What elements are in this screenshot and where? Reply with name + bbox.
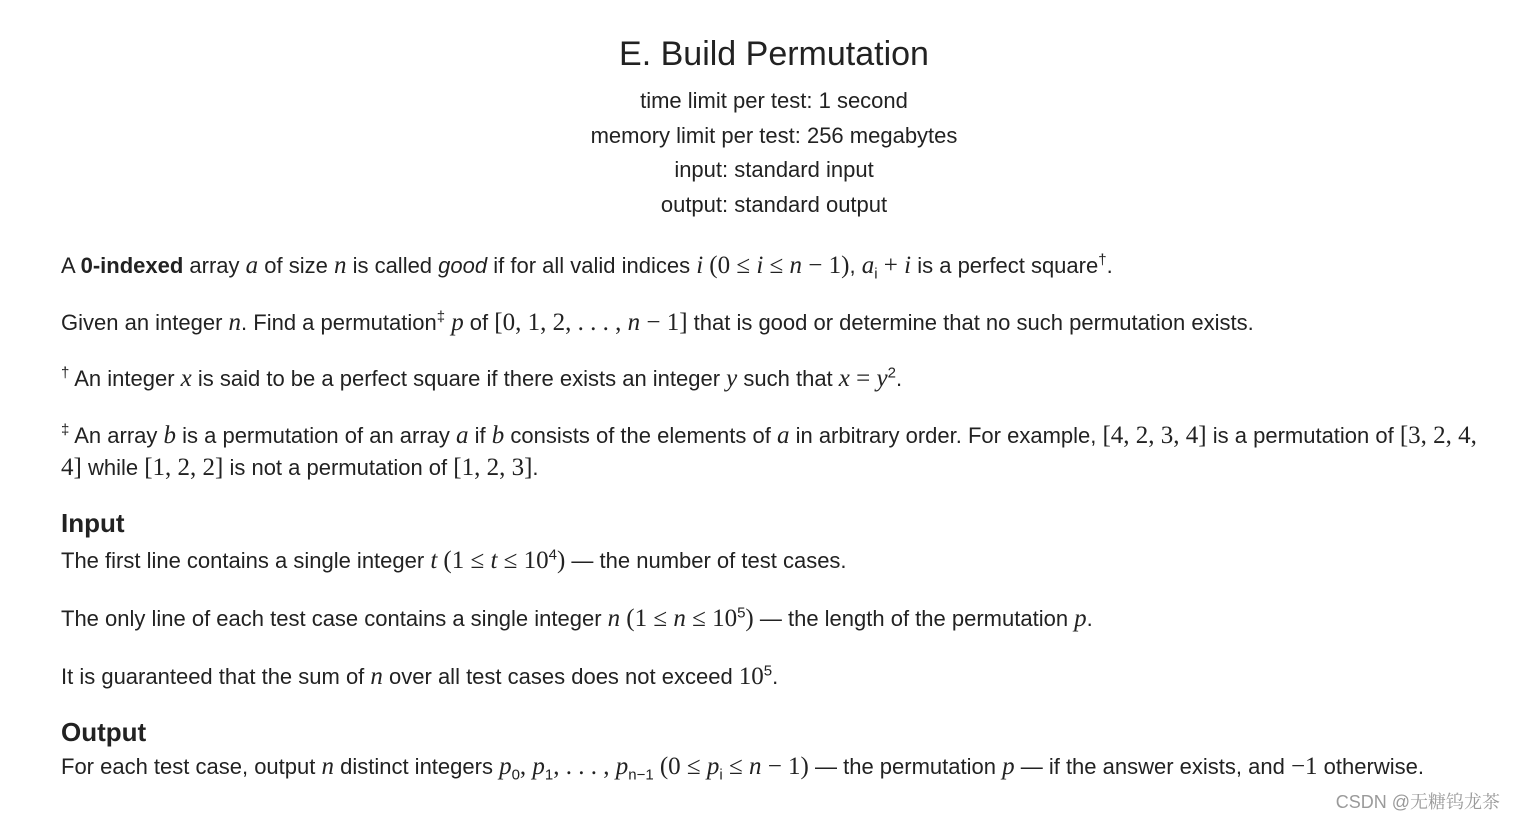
text: — the length of the permutation	[753, 606, 1075, 631]
text: — if the answer exists, and	[1014, 754, 1291, 779]
math-expression: ,	[519, 753, 533, 780]
subscript: i	[719, 766, 723, 784]
math-expression: )	[556, 547, 566, 574]
text: that is good or determine that no such permutation exists.	[687, 310, 1254, 335]
math-expression: [1, 2, 2]	[144, 454, 224, 481]
text: distinct integers	[333, 754, 500, 779]
math-expression: ≤	[722, 753, 749, 780]
math-expression: [3, 2, 4, 4]	[61, 422, 1477, 481]
problem-header	[0, 30, 1516, 222]
math-variable: n	[748, 753, 762, 780]
math-variable: n	[370, 663, 383, 690]
math-expression: ≤ 10	[497, 547, 549, 574]
math-expression: [1, 2, 3]	[453, 454, 533, 481]
math-variable: n	[789, 252, 803, 279]
math-expression: − 1)	[761, 753, 809, 780]
text: An array	[69, 423, 164, 448]
text: while	[81, 455, 145, 480]
text: if	[468, 423, 492, 448]
math-expression: (1 ≤	[626, 605, 674, 632]
output-paragraph	[61, 751, 1461, 783]
math-variable: a	[861, 252, 875, 279]
text: — the number of test cases.	[565, 548, 847, 573]
text: .	[1106, 253, 1113, 278]
math-variable: a	[776, 422, 790, 449]
footnote-perfect-square	[61, 363, 1481, 395]
text: if for all valid indices	[487, 253, 697, 278]
text: is called	[346, 253, 439, 278]
math-variable: a	[245, 252, 259, 279]
text: is said to be a perfect square if there exists an integer	[191, 366, 727, 391]
watermark: CSDN @无糖钨龙茶	[1335, 792, 1500, 812]
text: .	[895, 366, 903, 391]
math-variable: x	[838, 365, 850, 392]
footnote-permutation	[61, 420, 1481, 484]
subscript: 0	[511, 766, 520, 784]
math-expression: ≤ 10	[685, 605, 738, 632]
math-expression: +	[877, 252, 905, 279]
text: Given an integer	[61, 310, 229, 335]
math-variable: n	[627, 309, 641, 336]
math-variable: i	[904, 252, 912, 279]
text: .	[772, 664, 779, 689]
text: over all test cases does not exceed	[382, 664, 739, 689]
math-expression: [4, 2, 3, 4]	[1102, 422, 1207, 449]
math-variable: p	[706, 753, 720, 780]
text: A	[61, 253, 81, 278]
math-variable: n	[333, 252, 347, 279]
text: of	[463, 310, 495, 335]
math-variable: p	[1074, 605, 1087, 632]
math-variable: n	[321, 753, 334, 780]
math-expression: 10	[738, 663, 764, 690]
superscript: 5	[737, 604, 746, 622]
emphasis-text: good	[438, 253, 488, 278]
statement-paragraph	[61, 250, 1481, 282]
input-file: input: standard input	[674, 157, 874, 182]
text: It is guaranteed that the sum of	[61, 664, 371, 689]
subscript: i	[874, 265, 878, 283]
superscript: 5	[763, 662, 773, 680]
output-heading: Output	[61, 717, 147, 747]
text: is a perfect square	[911, 253, 1099, 278]
time-limit: time limit per test: 1 second	[640, 88, 908, 113]
text: such that	[737, 366, 839, 391]
math-variable: p	[1002, 753, 1015, 780]
math-expression: − 1]	[640, 309, 688, 336]
math-expression: (1 ≤	[443, 547, 491, 574]
text: array	[183, 253, 246, 278]
math-variable: y	[876, 365, 888, 392]
superscript: †	[61, 364, 70, 382]
math-variable: i	[756, 252, 764, 279]
math-variable: b	[163, 422, 176, 449]
superscript: 4	[548, 546, 557, 564]
superscript: ‡	[436, 308, 446, 326]
problem-title: E. Build Permutation	[619, 35, 929, 73]
math-expression: , . . . ,	[553, 753, 616, 780]
text: ,	[849, 253, 862, 278]
input-heading: Input	[61, 508, 125, 538]
text: An integer	[69, 366, 181, 391]
subscript: 1	[544, 766, 554, 784]
math-variable: a	[456, 422, 469, 449]
text: For each test case, output	[61, 754, 322, 779]
math-variable: b	[491, 422, 505, 449]
statement-paragraph	[61, 307, 1481, 339]
math-variable: y	[726, 365, 738, 392]
bold-text: 0-indexed	[80, 253, 184, 278]
math-expression: − 1)	[802, 252, 850, 279]
text: of size	[258, 253, 334, 278]
subscript: n−1	[628, 766, 654, 784]
math-expression: (0 ≤	[709, 252, 757, 279]
text: The only line of each test case contains a single integer	[61, 606, 608, 631]
math-variable: n	[228, 309, 242, 336]
math-expression: )	[745, 605, 754, 632]
superscript: †	[1098, 251, 1107, 269]
math-expression: −1	[1290, 753, 1318, 780]
input-paragraph	[61, 603, 1481, 635]
text: is a permutation of an array	[176, 423, 457, 448]
text: The first line contains a single integer	[61, 548, 431, 573]
math-expression: ≤	[763, 252, 790, 279]
math-variable: n	[673, 605, 686, 632]
text: otherwise.	[1317, 754, 1424, 779]
math-variable: t	[430, 547, 438, 574]
text: is not a permutation of	[223, 455, 454, 480]
math-variable: n	[607, 605, 621, 632]
input-paragraph	[61, 545, 1481, 577]
text: consists of the elements of	[504, 423, 777, 448]
math-variable: p	[532, 753, 545, 780]
memory-limit: memory limit per test: 256 megabytes	[590, 122, 958, 148]
text: in arbitrary order. For example,	[789, 423, 1103, 448]
math-variable: i	[696, 252, 704, 279]
math-expression: [0, 1, 2, . . . ,	[494, 309, 628, 336]
text: .	[532, 455, 539, 480]
superscript: 2	[887, 364, 896, 382]
math-variable: x	[180, 365, 192, 392]
text: . Find a permutation	[241, 310, 437, 335]
text: is a permutation of	[1206, 423, 1400, 448]
math-variable: p	[499, 753, 512, 780]
text: — the permutation	[808, 754, 1003, 779]
math-variable: t	[490, 547, 498, 574]
text: .	[1086, 606, 1093, 631]
superscript: ‡	[61, 421, 70, 439]
output-file: output: standard output	[660, 191, 888, 217]
math-variable: p	[451, 309, 464, 336]
math-expression: =	[849, 365, 877, 392]
math-variable: p	[615, 753, 629, 780]
input-paragraph	[61, 661, 1481, 693]
math-expression: (0 ≤	[659, 753, 707, 780]
